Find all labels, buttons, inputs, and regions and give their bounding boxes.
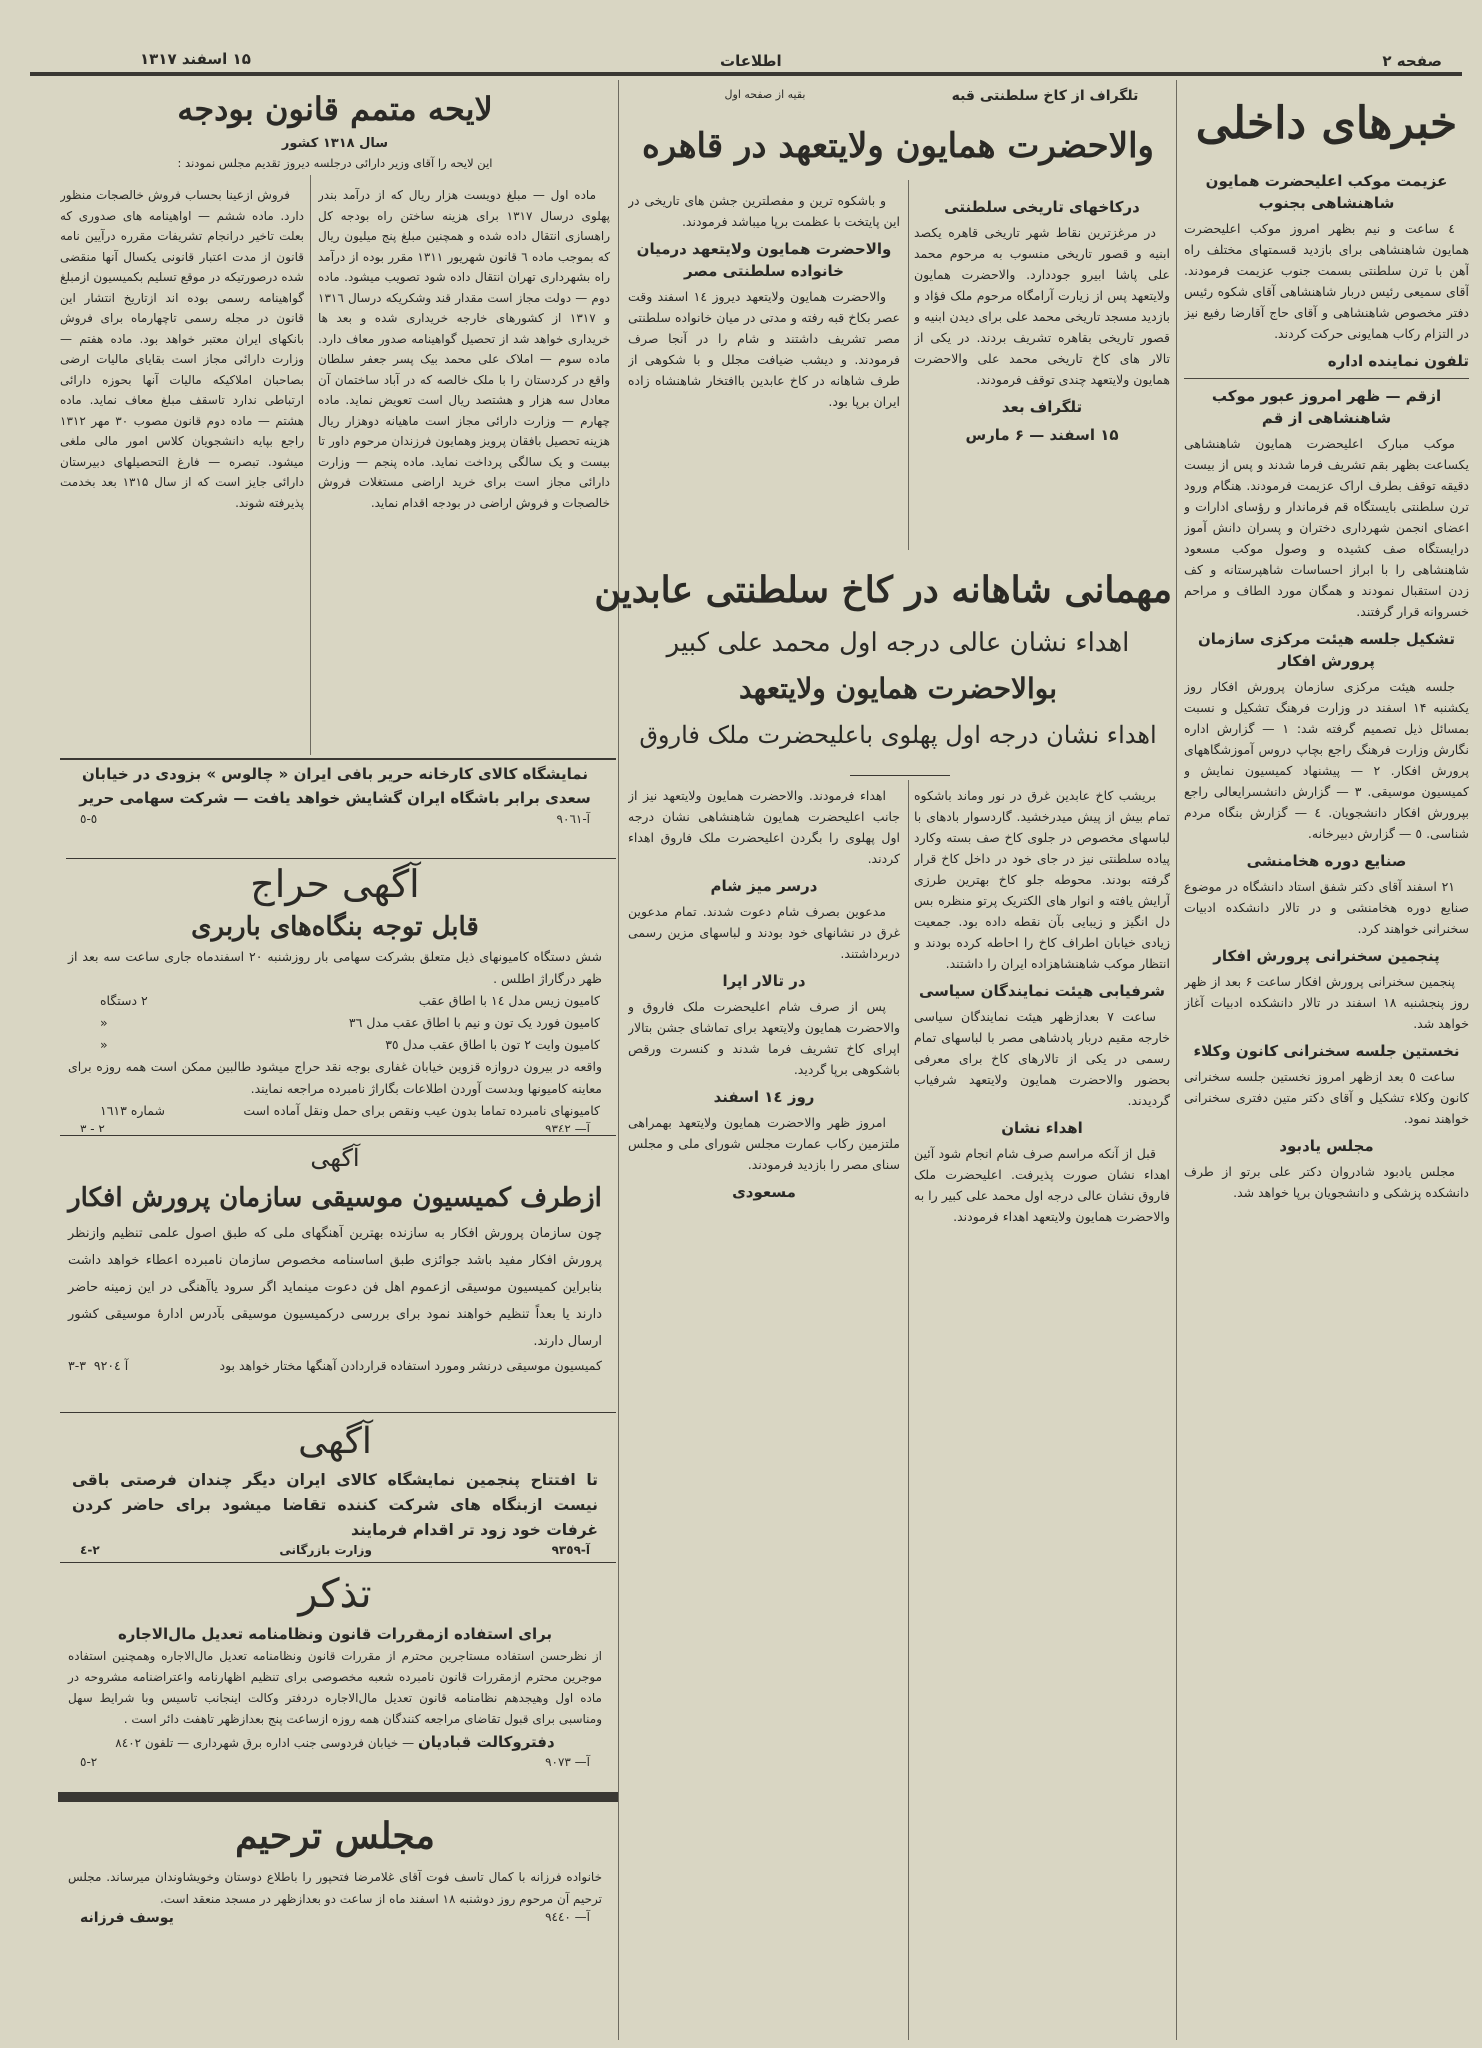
- row-item: کامیون زیس مدل ۱٤ با اطاق عقب: [418, 993, 600, 1008]
- ad-silk-exhibition: [60, 762, 610, 856]
- article-body: اهداء فرمودند. والاحضرت همایون ولایتعهد نیز از جانب اعلیحضرت همایون شاهنشاهی نشان درجه اول پهلوی را بگردن اعلیحضرت ملک فاروق اهداء کردند.: [628, 788, 900, 866]
- row-qty: «: [100, 1015, 108, 1030]
- ad-title: آگهی حراج: [250, 862, 420, 906]
- article-body: والاحضرت همایون ولایتعهد دیروز ۱٤ اسفند وقت عصر بکاخ قبه رفته و مدتی در میان خانواده سلطنتی مصر تشریف داشتند و شام را در آنجا صرف فرمودند. و دیشب ضیافت مجلل و با شکوهی از طرف شاهانه در کاخ عابدین باافتخار شاهنشاه زاده ایران برپا بود.: [628, 289, 900, 409]
- ad-body: واقعه در بیرون دروازه قزوین خیابان غفاری بوجه نقد حراج میشود طالبین ممکن است همه روزه برای معاینه کامیونها وبدست آوردن اطلاعات بگاراژ نامبرده مراجعه نمایند.: [68, 1059, 602, 1096]
- ad-signature: دفتروکالت قبادیان: [417, 1733, 555, 1751]
- banquet-subhead: اهداء نشان عالی درجه اول محمد علی کبیر: [666, 628, 1130, 658]
- auction-row: [60, 1034, 610, 1056]
- masthead-rule: [30, 72, 1462, 76]
- article-body: ساعت ۷ بعدازظهر هیئت نمایندگان سیاسی خارجه مقیم دربار پادشاهی مصر با لباسهای تمام رسمی در یکی از تالارهای کاخ برای معرفی بحضور والاحضرت همایون ولایتعهد شرفیاب گردیدند.: [914, 1009, 1170, 1108]
- news-body: ۲۱ اسفند آقای دکتر شفق استاد دانشگاه در موضوع صنایع دوره هخامنشی و در تالار دانشکده ادبیات سخنرانی خواهند کرد.: [1184, 879, 1469, 936]
- ad-signature: وزارت بازرگانی: [279, 1543, 372, 1557]
- ad-run: ٥-٥: [80, 812, 98, 826]
- ad-body: از نظرحسن استفاده مستاجرین محترم از مقررات قانون ونظامنامه تعدیل مال‌الاجاره وهمچنین استفاده موجرین محترم ازمقررات قانون نامبرده شعبه مخصوصی برای تنظیم اظهارنامه واعتراضنامه مشروحه در ماده اول وهیجدهم نظامنامه قانون تعدیل مال‌الاجاره دردفتر وکالت اینجانب تاسیس وبا شرایط سهل ومناسبی برای قبول تقاضای مراجعه کنندگان همه روزه ازساعت پنج بعدازظهر تاهفت دائر است .: [68, 1649, 602, 1726]
- article-body: بریشب کاخ عابدین غرق در نور وماند باشکوه تمام بیش از پیش میدرخشید. گاردسوار بادهای با لباسهای مخصوص در جلوی کاخ صف بسته وکارد پیاده سلطنتی نیز در جای خود در داخل کاخ قرار گرفته بودند. محوطه جلو کاخ بهترین طرزی آرایش یافته و انوار های الکتریک پرتو منظره بس دل انگیز و زیبایی بآن نقطه داده بود. جمعیت زیادی خیابان اطراف کاخ را احاطه کرده بودند و انتظار موکب شاهنشاهزاده ایران را داشتند.: [914, 788, 1170, 971]
- budget-title: لایحه متمم قانون بودجه: [177, 90, 493, 128]
- section-heading: اهداء نشان: [1001, 1119, 1083, 1137]
- ad-address: خیابان فردوسی جنب اداره برق شهرداری — تلفون ۸٤۰۲: [115, 1736, 399, 1750]
- ad-label: آگهی: [310, 1144, 360, 1172]
- budget-col-left: [60, 185, 304, 755]
- article-body: و باشکوه ترین و مفصلترین جشن های تاریخی در این پایتخت با عظمت برپا میباشد فرمودند.: [628, 193, 900, 229]
- banquet-subhead: بوالاحضرت همایون ولایتعهد: [738, 672, 1058, 705]
- divider: [60, 1412, 616, 1413]
- ad-title: تذکر: [298, 1571, 372, 1617]
- ad-footer: کامیونهای نامبرده تماما بدون عیب ونقص برای حمل ونقل آماده است: [243, 1103, 600, 1118]
- ad-footer: کمیسیون موسیقی درنشر ومورد استفاده قراردادن آهنگها مختار خواهد بود: [219, 1358, 602, 1373]
- ad-run: ۲-٥: [80, 1755, 98, 1769]
- news-heading: تلفون نماینده اداره: [1327, 352, 1469, 370]
- column-divider: [908, 780, 909, 2040]
- banquet-headlines: [594, 560, 1172, 758]
- section-heading: در تالار اپرا: [722, 972, 806, 990]
- cairo-col-left: [628, 190, 900, 540]
- news-heading: عزیمت موکب اعلیحضرت همایون شاهنشاهی بجنوب: [1205, 172, 1448, 212]
- news-body: ٤ ساعت و نیم بظهر امروز موکب اعلیحضرت همایون شاهنشاهی برای بازدید قسمتهای مختلف راه آهن با ترن سلطنتی بسمت جنوب عزیمت فرمودند. آقای سمیعی رئیس دربار شاهنشاهی آقای شکوه رئیس دفتر مخصوص شاهنشاهی و آقای حاج آقارضا رفیع نیز در التزام رکاب همایونی حرکت کردند.: [1184, 221, 1469, 341]
- author-signature: مسعودی: [732, 1183, 796, 1201]
- budget-col-right: [318, 185, 610, 755]
- news-body: ساعت ٥ بعد ازظهر امروز نخستین جلسه سخنرانی کانون وکلاء تشکیل و آقای دکتر متین دفتری سخنرانی خواهند نمود.: [1184, 1069, 1469, 1126]
- ad-code: آ— ۹۰۷۳: [545, 1755, 590, 1769]
- ad-exhibition-notice: [60, 1416, 610, 1560]
- article-body: مدعوین بصرف شام دعوت شدند. تمام مدعوین غرق در نشانهای خود بودند و لباسهای مزین رسمی دربرداشتند.: [628, 904, 900, 961]
- article-body: پس از صرف شام اعلیحضرت ملک فاروق و والاحضرت همایون ولایتعهد برای تماشای جشن بتالار اپرای کاخ تشریف فرما شدند و کنسرت ورقص باشکوهی برپا گردید.: [628, 999, 900, 1077]
- divider: [60, 1135, 616, 1136]
- divider: [850, 775, 950, 776]
- ad-subtitle: قابل توجه بنگاه‌های باربری: [191, 912, 479, 942]
- ad-title: مجلس ترحیم: [235, 1815, 435, 1857]
- ad-run: ۳-۳: [68, 1358, 86, 1373]
- divider: [60, 1562, 616, 1563]
- ad-code: آ ۹۲۰٤: [93, 1358, 129, 1373]
- ad-memorial: [60, 1806, 610, 2041]
- domestic-news-column: [1184, 84, 1469, 2039]
- news-heading: پنجمین سخنرانی پرورش افکار: [1213, 947, 1440, 965]
- news-heading: تشکیل جلسه هیئت مرکزی سازمان پرورش افکار: [1198, 630, 1455, 670]
- section-heading: روز ۱٤ اسفند: [713, 1088, 815, 1106]
- budget-intro: این لایحه را آقای وزیر دارائی درجلسه دیروز تقدیم مجلس نمودند :: [177, 156, 493, 170]
- column-divider: [908, 180, 909, 550]
- news-body: جلسه هیئت مرکزی سازمان پرورش افکار روز یکشنبه ۱۴ اسفند در وزارت فرهنگ تشکیل و نسبت بمسائل ذیل تصمیم گرفته شد: ۱ — گزارش اداره نگارش وزارت فرهنگ راجع بچاپ دروس آموزشگاههای پرورش افکار. ۲ — پیشنهاد کمیسیون نمایش و کمیسیون موسیقی. ۳ — گزارش دانشسرایعالی راجع بپرورش افکار دانشجویان. ٤ — گزارش بنگاه مردم شناسی. ٥ — گزارش دبیرخانه.: [1184, 679, 1469, 841]
- ad-code: آ— ۹٤٤۰: [545, 1910, 590, 1924]
- article-body: ماده اول — مبلغ دویست هزار ریال که از درآمد بندر پهلوی درسال ۱۳۱۷ برای هزینه ساختن راه بودجه کل راهسازی انتقال داده شده و همچنین مبلغ پنج میلیون ریال که بموجب ماده ٦ قانون شهریور ۱۳۱۱ مقرر بوده از درآمد راه بشهرداری تهران انتقال داده شود تصویب میشود. ماده دوم — دولت مجاز است مقدار قند وشکریکه درسال ۱۳۱٦ و ۱۳۱۷ از کشورهای خارجه خریداری شده و بعد ها خریداری خواهد شد از تحصیل گواهینامه صدور معاف دارد. ماده سوم — املاک علی محمد بیک پسر جعفر سلطان واقع در کردستان را با ملک خالصه که در آباد ساختمان آن معادل سه هزار و هشتصد ریال است تعویض نماید. ماده چهارم — وزارت دارائی مجاز است ماهیانه دوهزار ریال هزینه تحصیل بافقان پرویز وهمایون فرزندان مرحوم داور تا بیست و یک سالگی پرداخت نماید. ماده پنجم — وزارت دارائی مجاز است برای خرید اراضی مستغلات فروش خالصجات و فروش اراضی در بودجه اقدام نماید.: [318, 188, 610, 510]
- row-item: کامیون فورد یک تون و نیم با اطاق عقب مدل ۳٦: [348, 1015, 600, 1030]
- ad-code: آ-۹۰٦۱: [556, 812, 590, 826]
- domestic-news-title: خبرهای داخلی: [1195, 98, 1458, 149]
- article-body: قبل از آنکه مراسم صرف شام انجام شود آئین اهداء نشان صورت پذیرفت. اعلیحضرت ملک فاروق نشان عالی درجه اول محمد علی کبیر را به والاحضرت همایون ولایتعهد اهداء فرمودند.: [914, 1146, 1170, 1224]
- page-number: صفحه ۲: [1382, 52, 1442, 70]
- telegram-date: ۱۵ اسفند — ۶ مارس: [965, 426, 1119, 444]
- ad-auction: [60, 860, 610, 1132]
- column-divider: [1176, 80, 1177, 2040]
- news-body: موکب مبارک اعلیحضرت همایون شاهنشاهی یکساعت بظهر بقم تشریف فرما شدند و پس از بیست دقیقه توقف بطرف اراک عزیمت فرمودند. هنگام ورود ترن سلطنتی بایستگاه قم فرماندار و رؤسای ادارات و اعضای انجمن شهرداری دختران و پسران دانش آموز درایستگاه صف کشیده و وصول موکب مسعود شاهنشاهی را با ابراز احساسات شاهپرستانه و کف زدن استقبال نمودند و همگان مورد الطاف و مراحم خسروانه قرار گرفتند.: [1184, 436, 1469, 619]
- ad-rent-reminder: تذکر برای استفاده ازمقررات قانون ونظامنامه تعدیل مال‌الاجاره از نظرحسن استفاده مستاجرین محترم از مقررات قانون ونظامنامه تعدیل مال‌الاجاره وهمچنین استفاده موجرین محترم ازمقررات قانون نامبرده شعبه مخصوصی برای تنظیم اظهارنامه واعتراضنامه مشروحه در ماده اول وهیجدهم نظامنامه قانون تعدیل مال‌الاجاره دردفتر وکالت اینجانب تاسیس وبا شرایط سهل ومناسبی برای قبول تقاضای مراجعه کنندگان همه روزه ازساعت پنج بعدازظهر تاهفت دائر است . دفتروکالت قبادیان — خیابان فردوسی جنب اداره برق شهرداری — تلفون ۸٤۰۲ آ— ۹۰۷۳ ۲-٥: [60, 1566, 610, 1788]
- row-item: کامیون وایت ۲ تون با اطاق عقب مدل ۳٥: [385, 1037, 600, 1052]
- continued-label: بقیه از صفحه اول: [724, 88, 806, 101]
- article-body: امروز ظهر والاحضرت همایون ولایتعهد بهمراهی ملتزمین رکاب عمارت مجلس شورای ملی و مجلس سنای مصر را بازدید فرمودند.: [628, 1115, 900, 1172]
- banquet-col-left: [628, 785, 900, 2040]
- heavy-divider: [58, 1792, 618, 1802]
- budget-subtitle: سال ۱۳۱۸ کشور: [281, 136, 389, 151]
- ad-body: خانواده فرزانه با کمال تاسف فوت آقای غلامرضا فتحپور را باطلاع دوستان وخویشاوندان میرساند. مجلس ترحیم آن مرحوم روز دوشنبه ۱۸ اسفند ماه از ساعت دو بعدازظهر در مسجد منعقد است.: [68, 1870, 602, 1906]
- cairo-kicker: تلگراف از کاخ سلطنتی قبه: [951, 88, 1139, 104]
- paper-name: اطلاعات: [720, 52, 782, 70]
- ad-body: تا افتتاح پنجمین نمایشگاه کالای ایران دیگر چندان فرصتی باقی نیست ازبنگاه های شرکت کننده تقاضا میشود برای حاضر کردن غرفات خود زود تر اقدام فرمایند: [72, 1471, 598, 1539]
- news-heading: مجلس یادبود: [1279, 1137, 1374, 1155]
- issue-date: ۱۵ اسفند ۱۳۱۷: [140, 50, 251, 68]
- article-body: فروش ازعینا بحساب فروش خالصجات منظور دارد. ماده ششم — اواهینامه های صدوری که بعلت تاخیر درانجام تشریفات مقرره درآیین نامه قانون از مدت اعتبار قانونی یکسال آنها منقضی شده درصورتیکه در موقع تسلیم بکمیسیون ازمبلغ گواهینامه رسمی بوده اند ازتاریخ انتشار این قانون در مجله رسمی تاچهارماه برای فروش بانکهای ایران معتبر خواهد بود. ماده هفتم — وزارت دارائی مجاز است بقایای مالیات ارضی بصاحبان املاکیکه مالیات آنها بحوزه دارائی ارتباطی ندارد تاسقف مبلغ معاف نماید. ماده هشتم — ماده دوم قانون مصوب ۳۰ مهر ۱۳۱۲ راجع بپایه دانشجویان کلاس امور مالی ملغی میشود. تبصره — فارغ التحصیلهای دبیرستان دارائی جایز است که از سال ۱۳۱۵ بعد بخدمت پذیرفته شوند.: [60, 188, 304, 510]
- ad-body: چون سازمان پرورش افکار به سازنده بهترین آهنگهای ملی که طبق اصول علمی تنظیم وازنظر پرورش افکار مفید باشد جوائزی طبق اساسنامه مخصوص سازمان نامبرده اعطاء خواهد داشت بنابراین کمیسیون موسیقی ازعموم اهل فن دعوت مینماید اگر سرود یاآهنگی در این زمینه حاضر دارند یا بعداً تنظیم خواهند نمود برای بررسی درکمیسیون موسیقی بآدرس ادارهٔ موسیقی کشور ارسال دارند.: [68, 1226, 602, 1349]
- ad-subtitle: برای استفاده ازمقررات قانون ونظامنامه تعدیل مال‌الاجاره: [117, 1625, 553, 1643]
- ad-code: آ-۹۳٥۹: [551, 1543, 590, 1557]
- divider: [66, 858, 616, 859]
- cairo-col-right: [914, 190, 1170, 550]
- telegram-label: تلگراف بعد: [1001, 398, 1083, 416]
- column-divider: [310, 175, 311, 755]
- section-heading: درکاخهای تاریخی سلطنتی: [944, 198, 1140, 216]
- section-heading: شرفیابی هیئت نمایندگان سیاسی: [919, 982, 1165, 1000]
- ad-number: شماره ۱٦۱۳: [100, 1103, 165, 1118]
- ad-body: شش دستگاه کامیونهای ذیل متعلق بشرکت سهامی بار روزشنبه ۲۰ اسفندماه جاری ساعت سه بعد از ظهر درگاراژ اطلس .: [68, 949, 602, 986]
- news-body: پنجمین سخنرانی پرورش افکار ساعت ۶ بعد از ظهر روز پنجشنبه ۱۸ اسفند در تالار دانشکده ادبیات آغاز خواهد شد.: [1184, 974, 1469, 1031]
- ad-run: ۲-٤: [80, 1543, 100, 1557]
- ad-run: ۲ - ۳: [80, 1122, 105, 1132]
- ad-code: آ— ۹۳٤۲: [545, 1122, 590, 1132]
- section-heading: درسر میز شام: [710, 877, 818, 895]
- column-divider: [618, 80, 619, 2040]
- ad-signature: یوسف فرزانه: [80, 1910, 174, 1926]
- section-heading: والاحضرت همایون ولایتعهد درمیان خانواده سلطنتی مصر: [636, 240, 892, 280]
- cairo-headline: والاحضرت همایون ولایتعهد در قاهره: [642, 126, 1154, 166]
- banquet-subhead: اهداء نشان درجه اول پهلوی باعلیحضرت ملک فاروق: [639, 721, 1157, 749]
- auction-row: [60, 990, 610, 1012]
- ad-music-commission: [60, 1140, 610, 1408]
- ad-title: ازطرف کمیسیون موسیقی سازمان پرورش افکار: [68, 1183, 602, 1213]
- row-qty: «: [100, 1037, 108, 1052]
- divider: [60, 758, 616, 760]
- row-qty: ۲ دستگاه: [100, 993, 148, 1008]
- news-heading: صنایع دوره هخامنشی: [1246, 852, 1407, 870]
- news-body: مجلس یادبود شادروان دکتر علی برتو از طرف دانشکده پزشکی و دانشجویان برپا خواهد شد.: [1184, 1164, 1469, 1200]
- article-body: در مرغزترین نقاط شهر تاریخی قاهره یکصد ابنیه و قصور تاریخی منسوب به مرحوم محمد علی پاشا ابیرو جوددارد. والاحضرت همایون ولایتعهد پس از زیارت آرامگاه مرحوم ملک فؤاد و بازدید مسجد تاریخی محمد علی برای دیدن ابنیه و قصور تاریخی بقاهره تشریف بردند. در یکی از تالار های کاخ تاریخی محمد علی والاحضرت همایون ولایتعهد چندی توقف فرمودند.: [914, 225, 1170, 387]
- news-heading: ازقم — ظهر امروز عبور موکب شاهنشاهی از قم: [1211, 387, 1442, 427]
- banquet-col-right: [914, 785, 1170, 2040]
- ad-text: نمایشگاه کالای کارخانه حریر بافی ایران « چالوس » بزودی در خیابان سعدی برابر باشگاه ایران گشایش خواهد یافت — شرکت سهامی حریر: [79, 765, 591, 807]
- banquet-headline: مهمانی شاهانه در کاخ سلطنتی عابدین: [594, 569, 1172, 611]
- ad-label: آگهی: [298, 1421, 372, 1462]
- news-heading: نخستین جلسه سخنرانی کانون وکلاء: [1193, 1042, 1460, 1060]
- auction-row: [60, 1012, 610, 1034]
